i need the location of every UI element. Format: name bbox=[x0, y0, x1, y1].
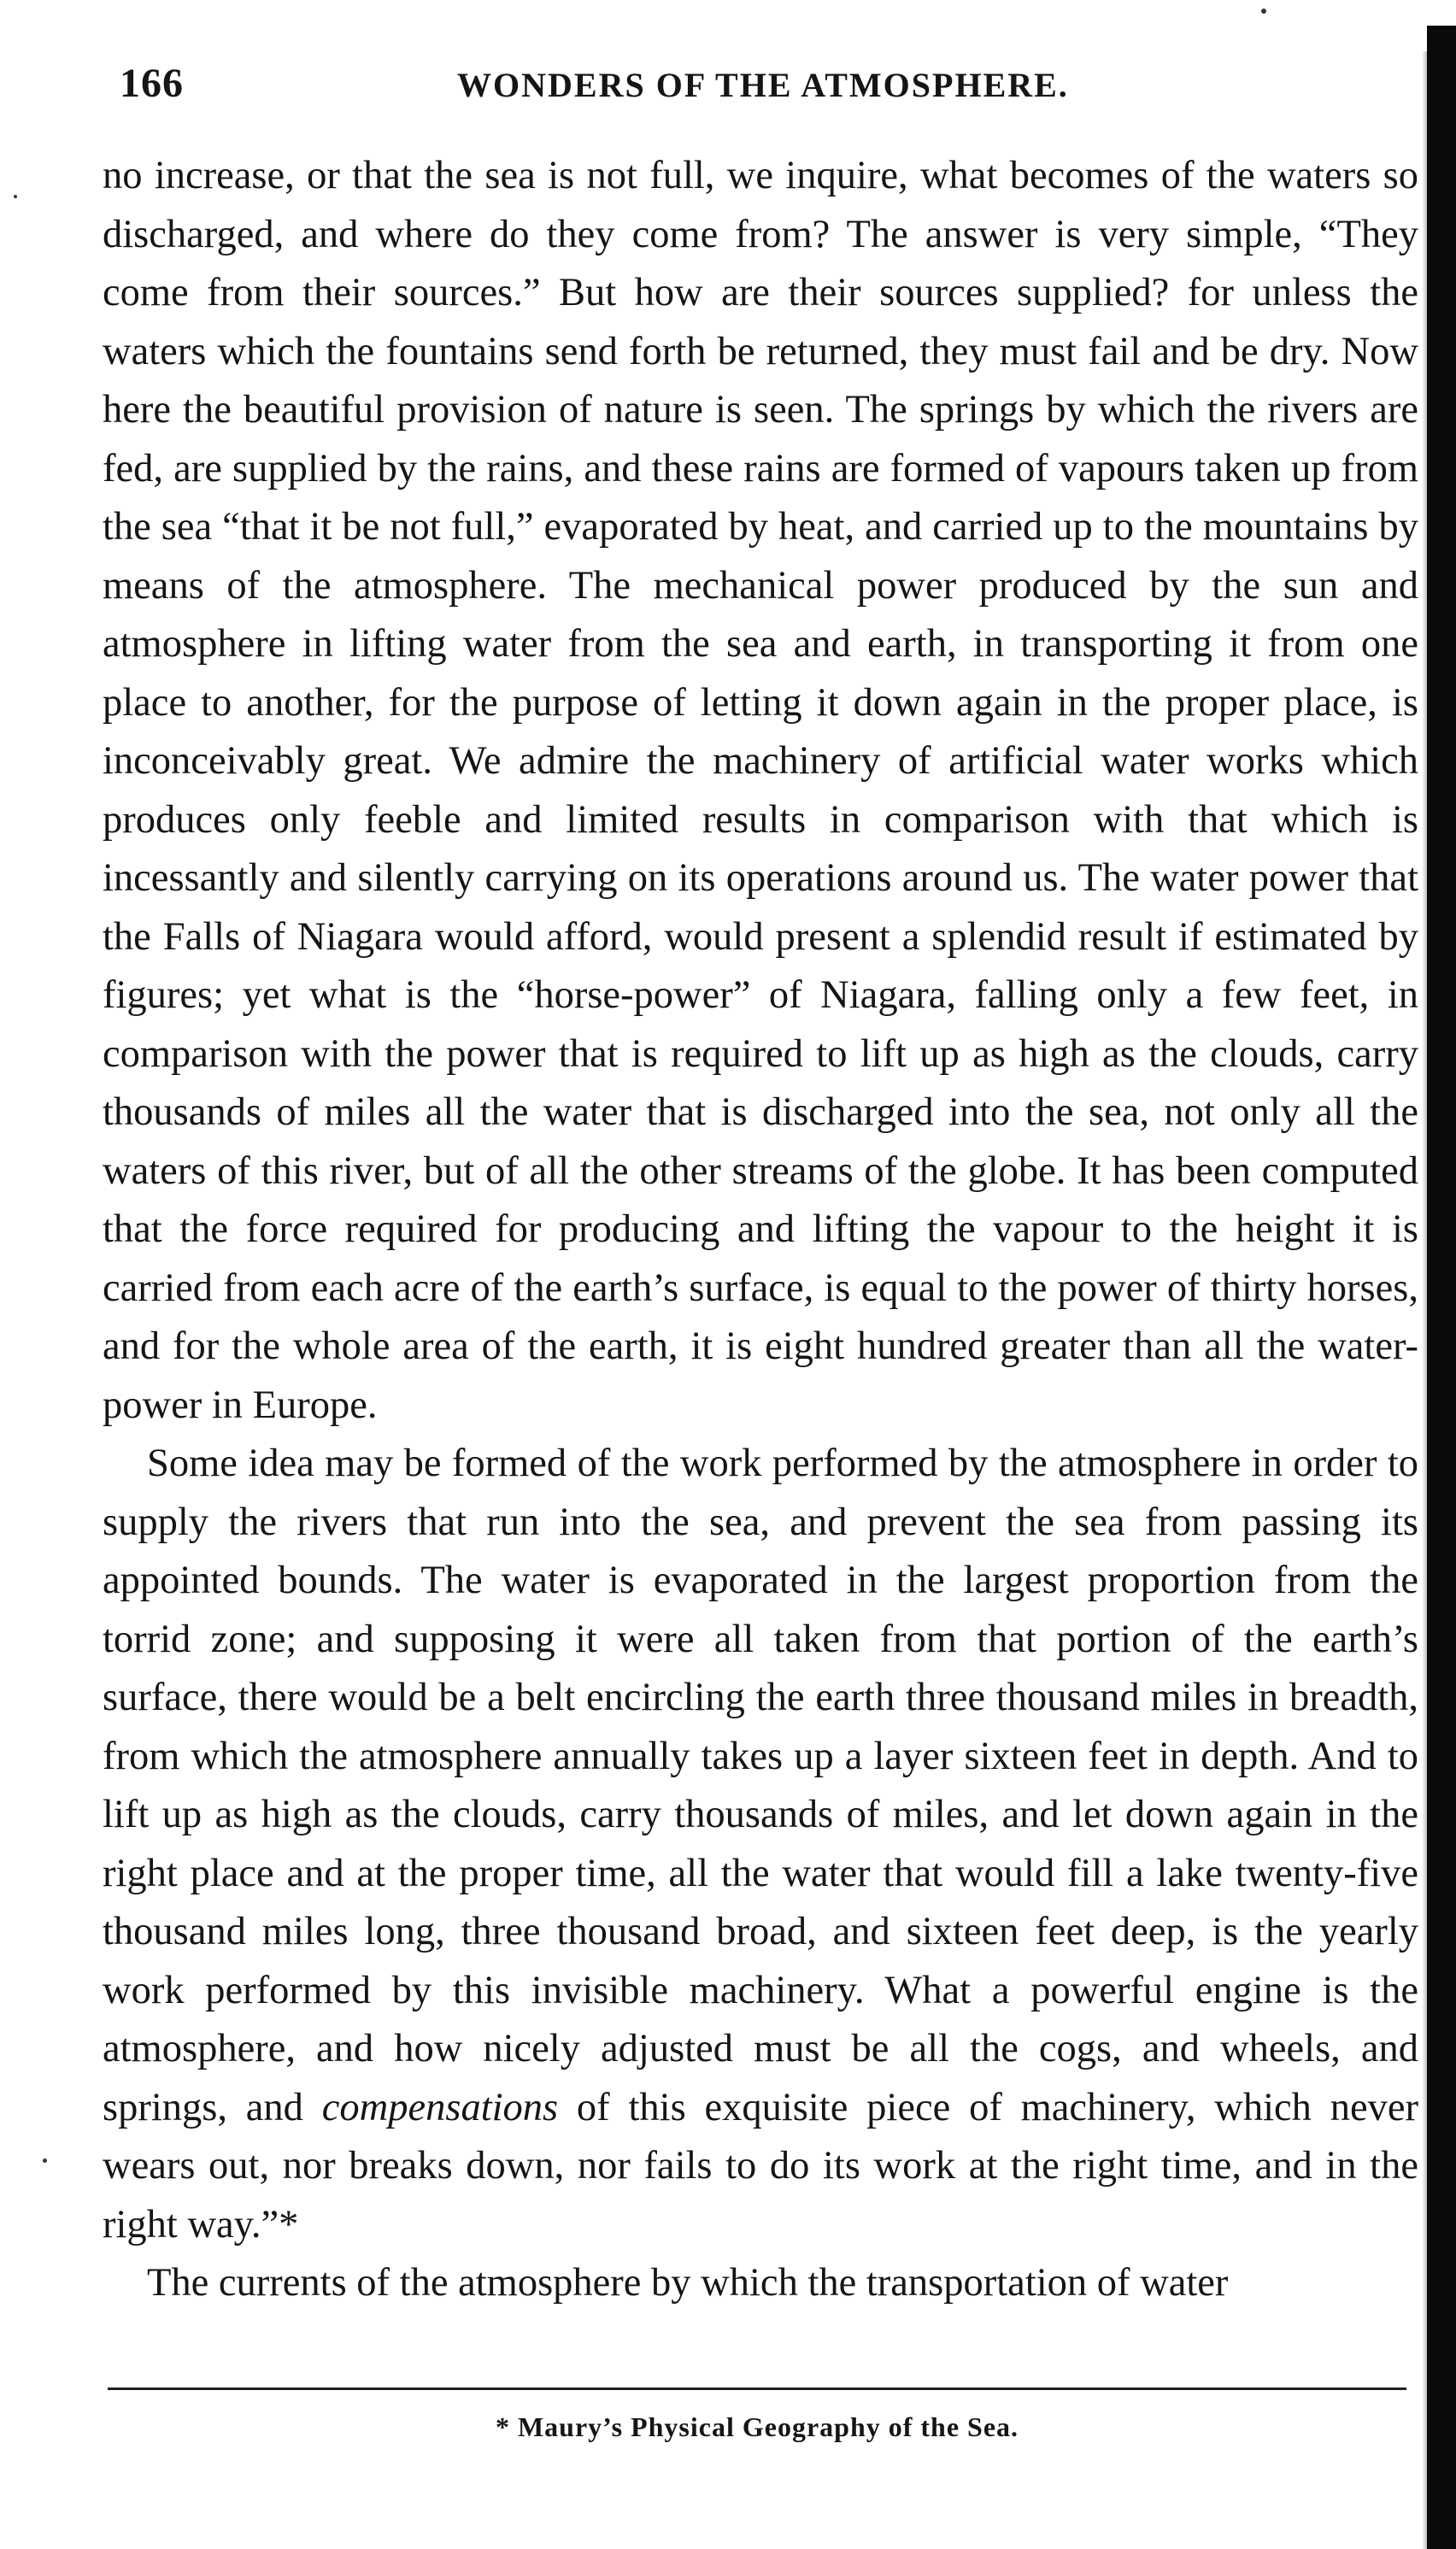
running-header bbox=[120, 60, 1367, 120]
page-number: 166 bbox=[120, 61, 184, 106]
footnote-rule bbox=[108, 2387, 1406, 2390]
paragraph-1 bbox=[103, 147, 1418, 1435]
paragraph-2-text-start: Some idea may be formed of the work performed by the atmosphere in order to supply the rivers that run into the sea, and prevent the sea from passing its appointed bounds. The water is evaporated in the largest proportion from the torrid zone; and supposing it were all taken from that portion of the earth’s surface, there would be a belt encircling the earth three thousand miles in breadth, from which the atmosphere annually takes up a layer sixteen feet in depth. And to lift up as high as the clouds, carry thousands of miles, and let down again in the right place and at the proper time, all the water that would fill a lake twenty-five thousand miles long, three thousand broad, and sixteen feet deep, is the yearly work performed by this invisible machinery. What a powerful engine is the atmosphere, and how nicely adjusted must be all the cogs, and wheels, and springs, and bbox=[103, 1442, 1418, 2129]
footnote: * Maury’s Physical Geography of the Sea. bbox=[495, 2411, 1019, 2442]
running-title: WONDERS OF THE ATMOSPHERE. bbox=[457, 66, 1069, 104]
scan-speck bbox=[14, 195, 17, 198]
body-text bbox=[103, 147, 1418, 2313]
paragraph-2-text-end: of this exquisite piece of machinery, which never wears out, nor breaks down, nor fails to do its work at the right time, and in the right way.”* bbox=[103, 2085, 1418, 2247]
scan-speck bbox=[1261, 9, 1266, 14]
paragraph-2 bbox=[103, 1435, 1418, 2254]
paragraph-3-text: The currents of the atmosphere by which the transportation of water bbox=[147, 2261, 1229, 2305]
paragraph-3 bbox=[103, 2254, 1418, 2313]
paragraph-2-italic: compensations bbox=[321, 2085, 559, 2129]
paragraph-1-text: no increase, or that the sea is not full, we inquire, what becomes of the waters so discharged, and where do they come from? The answer is very simple, “They come from their sources.” But how are their sources supplied? for unless the waters which the fountains send forth be returned, they must fail and be dry. Now here the beautiful provision of nature is seen. The springs by which the rivers are fed, are supplied by the rains, and these rains are formed of vapours taken up from the sea “that it be not full,” evaporated by heat, and carried up to the mountains by means of the atmosphere. The mechanical power produced by the sun and atmosphere in lifting water from the sea and earth, in transporting it from one place to another, for the purpose of letting it down again in the proper place, is inconceivably great. We admire the machinery of artificial water works which produces only feeble and limited results in comparison with that which is incessantly and silently carrying on its operations around us. The water power that the Falls of Niagara would afford, would present a splendid result if estimated by figures; yet what is the “horse-power” of Niagara, falling only a few feet, in comparison with the power that is required to lift up as high as the clouds, carry thousands of miles all the water that is discharged into the sea, not only all the waters of this river, but of all the other streams of the globe. It has been computed that the force required for producing and lifting the vapour to the height it is carried from each acre of the earth’s surface, is equal to the power of thirty horses, and for the whole area of the earth, it is eight hundred greater than all the water-power in Europe. bbox=[103, 154, 1418, 1427]
page-edge bbox=[1427, 26, 1456, 2549]
scan-speck bbox=[43, 2158, 47, 2163]
